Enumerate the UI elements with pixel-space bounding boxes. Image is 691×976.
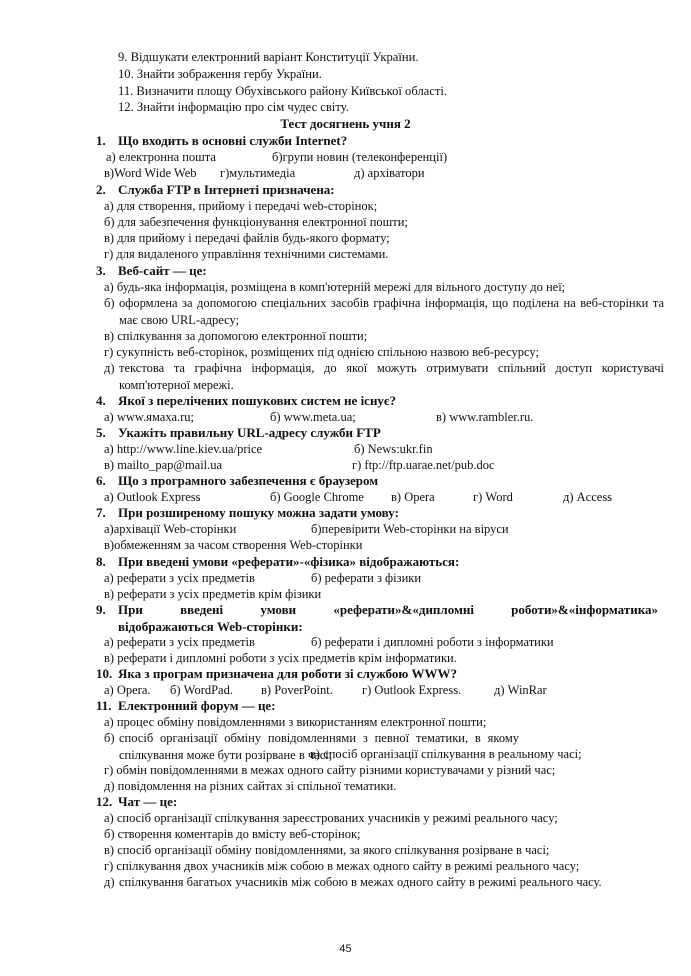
question-text: При розширеному пошуку можна задати умову: (118, 505, 399, 520)
answer-6b: б) Google Chrome (270, 490, 364, 504)
answer-12c: в) спосіб організації обміну повідомленнями, за якого спілкування розірване в часі; (104, 843, 550, 857)
answer-12b: б) створення коментарів до вмісту веб-сторінок; (104, 827, 361, 841)
question-1 (96, 133, 347, 149)
answer-4b: б) www.meta.ua; (270, 410, 356, 424)
question-text: При введені умови «реферати»-«фізика» відображаються: (118, 554, 460, 569)
question-text: Веб-сайт — це: (118, 263, 207, 278)
answer-8a: а) реферати з усіх предметів (104, 571, 255, 585)
answer-1e: д) архіватори (354, 166, 425, 180)
answer-10c: в) PoverPoint. (261, 683, 333, 697)
question-5 (96, 425, 381, 441)
answer-7a: а)архівації Web-сторінки (104, 522, 237, 536)
answer-10d: г) Outlook Express. (362, 683, 462, 697)
answer-text: спосіб організації обміну повідомленнями з певної тематики, в якому спілкування може бути розірване в часі; (119, 731, 519, 762)
answer-5a: а) http://www.line.kiev.ua/price (104, 442, 263, 456)
question-number: 2. (96, 182, 106, 197)
answer-text: оформлена за допомогою спеціальних засобів графічна інформація, що поділена на веб-сторінки та має свою URL-адресу; (119, 296, 664, 327)
question-text-continued: відображаються Web-сторінки: (118, 618, 303, 634)
answer-5d: г) ftp://ftp.uarae.net/pub.doc (352, 458, 495, 472)
question-9 (96, 602, 658, 635)
answer-11e: д) повідомлення на різних сайтах зі спільної тематики. (104, 779, 397, 793)
answer-text: спілкування багатьох учасників між собою в межах одного сайту в режимі реального часу. (119, 875, 602, 889)
answer-7b: б)перевірити Web-сторінки на віруси (311, 522, 509, 536)
answer-9c: в) реферати і дипломні роботи з усіх предметів крім інформатики. (104, 651, 457, 665)
question-text: Чат — це: (118, 794, 178, 809)
answer-10b: б) WordPad. (170, 683, 233, 697)
question-text: Що з програмного забезпечення є браузером (118, 473, 379, 488)
question-4 (96, 393, 396, 409)
answer-10e: д) WinRar (494, 683, 547, 697)
question-3 (96, 263, 207, 279)
answer-11c: в) спосіб організації спілкування в реальному часі; (310, 747, 582, 761)
question-12 (96, 794, 177, 810)
answer-1a: а) електронна пошта (106, 150, 216, 164)
answer-11d: г) обмін повідомленнями в межах одного сайту різними користувачами у різний час; (104, 763, 556, 777)
answer-10a: а) Opera. (104, 683, 151, 697)
question-text: Служба FTP в Інтернеті призначена: (118, 182, 335, 197)
question-text: Що входить в основні служби Internet? (118, 133, 348, 148)
question-8 (96, 554, 459, 570)
answer-9b: б) реферати і дипломні роботи з інформатики (311, 635, 554, 649)
answer-6c: в) Opera (391, 490, 435, 504)
question-number: 9. (96, 602, 106, 617)
answer-4c: в) www.rambler.ru. (436, 410, 534, 424)
question-2 (96, 182, 335, 198)
answer-4a: а) www.ямаха.ru; (104, 410, 194, 424)
question-number: 12. (96, 794, 113, 809)
answer-8c: в) реферати з усіх предметів крім фізики (104, 587, 322, 601)
answer-11a: а) процес обміну повідомленнями з використанням електронної пошти; (104, 715, 487, 729)
answer-5b: б) News:ukr.fin (354, 442, 433, 456)
question-10 (96, 666, 457, 682)
question-number: 8. (96, 554, 106, 569)
question-text: Укажіть правильну URL-адресу служби FTP (118, 425, 381, 440)
answer-9a: а) реферати з усіх предметів (104, 635, 255, 649)
task-11: 11. Визначити площу Обухівського району Київської області. (118, 84, 448, 98)
task-9: 9. Відшукати електронний варіант Конституції України. (118, 50, 419, 64)
answer-text: текстова та графічна інформація, до якої можуть отримувати спільний доступ користувачі комп'ютерної мережі. (119, 361, 664, 392)
question-number: 11. (96, 698, 112, 713)
answer-2c: в) для прийому і передачі файлів будь-якого формату; (104, 231, 390, 245)
answer-6e: д) Access (563, 490, 613, 504)
answer-8b: б) реферати з фізики (311, 571, 422, 585)
question-number: 4. (96, 393, 106, 408)
answer-1d: г)мультимедіа (220, 166, 296, 180)
question-7 (96, 505, 399, 521)
answer-1c: в)Word Wide Web (104, 166, 197, 180)
question-number: 10. (96, 666, 113, 681)
answer-label: б) (104, 731, 115, 745)
question-text: Якої з перелічених пошукових систем не існує? (118, 393, 397, 408)
answer-2a: а) для створення, прийому і передачі web-сторінок; (104, 199, 378, 213)
answer-2d: г) для видаленого управління технічними системами. (104, 247, 389, 261)
question-number: 7. (96, 505, 106, 520)
task-10: 10. Знайти зображення гербу України. (118, 67, 322, 81)
question-11 (96, 698, 276, 714)
answer-5c: в) mailto_pap@mail.ua (104, 458, 223, 472)
answer-3e (104, 360, 664, 393)
answer-2b: б) для забезпечення функціонування електронної пошти; (104, 215, 408, 229)
answer-3d: г) сукупність веб-сторінок, розміщених під однією спільною назвою веб-ресурсу; (104, 345, 539, 359)
answer-7c: в)обмеженням за часом створення Web-сторінки (104, 538, 363, 552)
question-number: 3. (96, 263, 106, 278)
question-number: 6. (96, 473, 106, 488)
page-number: 45 (339, 943, 352, 955)
test-title: Тест досягнень учня 2 (280, 116, 411, 131)
question-number: 1. (96, 133, 106, 148)
question-6 (96, 473, 378, 489)
answer-label: д) (104, 875, 115, 889)
question-number: 5. (96, 425, 106, 440)
question-text: Яка з програм призначена для роботи зі службою WWW? (118, 666, 458, 681)
answer-3a: а) будь-яка інформація, розміщена в комп'ютерній мережі для вільного доступу до неї; (104, 280, 566, 294)
answer-12d: г) спілкування двох учасників між собою в межах одного сайту в режимі реального часу; (104, 859, 580, 873)
answer-3c: в) спілкування за допомогою електронної пошти; (104, 329, 368, 343)
question-text: При введені умови «реферати»&«дипломні роботи»&«інформатика» (118, 602, 658, 617)
answer-6d: г) Word (473, 490, 513, 504)
answer-1b: б)групи новин (телеконференції) (272, 150, 448, 164)
answer-6a: а) Outlook Express (104, 490, 201, 504)
question-text: Електронний форум — це: (118, 698, 276, 713)
answer-3b (104, 295, 664, 328)
answer-label: б) (104, 296, 115, 310)
task-12: 12. Знайти інформацію про сім чудес світу. (118, 100, 349, 114)
answer-label: д) (104, 361, 115, 375)
answer-12a: а) спосіб організації спілкування зареєстрованих учасників у режимі реального часу; (104, 811, 558, 825)
answer-12e (104, 874, 664, 891)
